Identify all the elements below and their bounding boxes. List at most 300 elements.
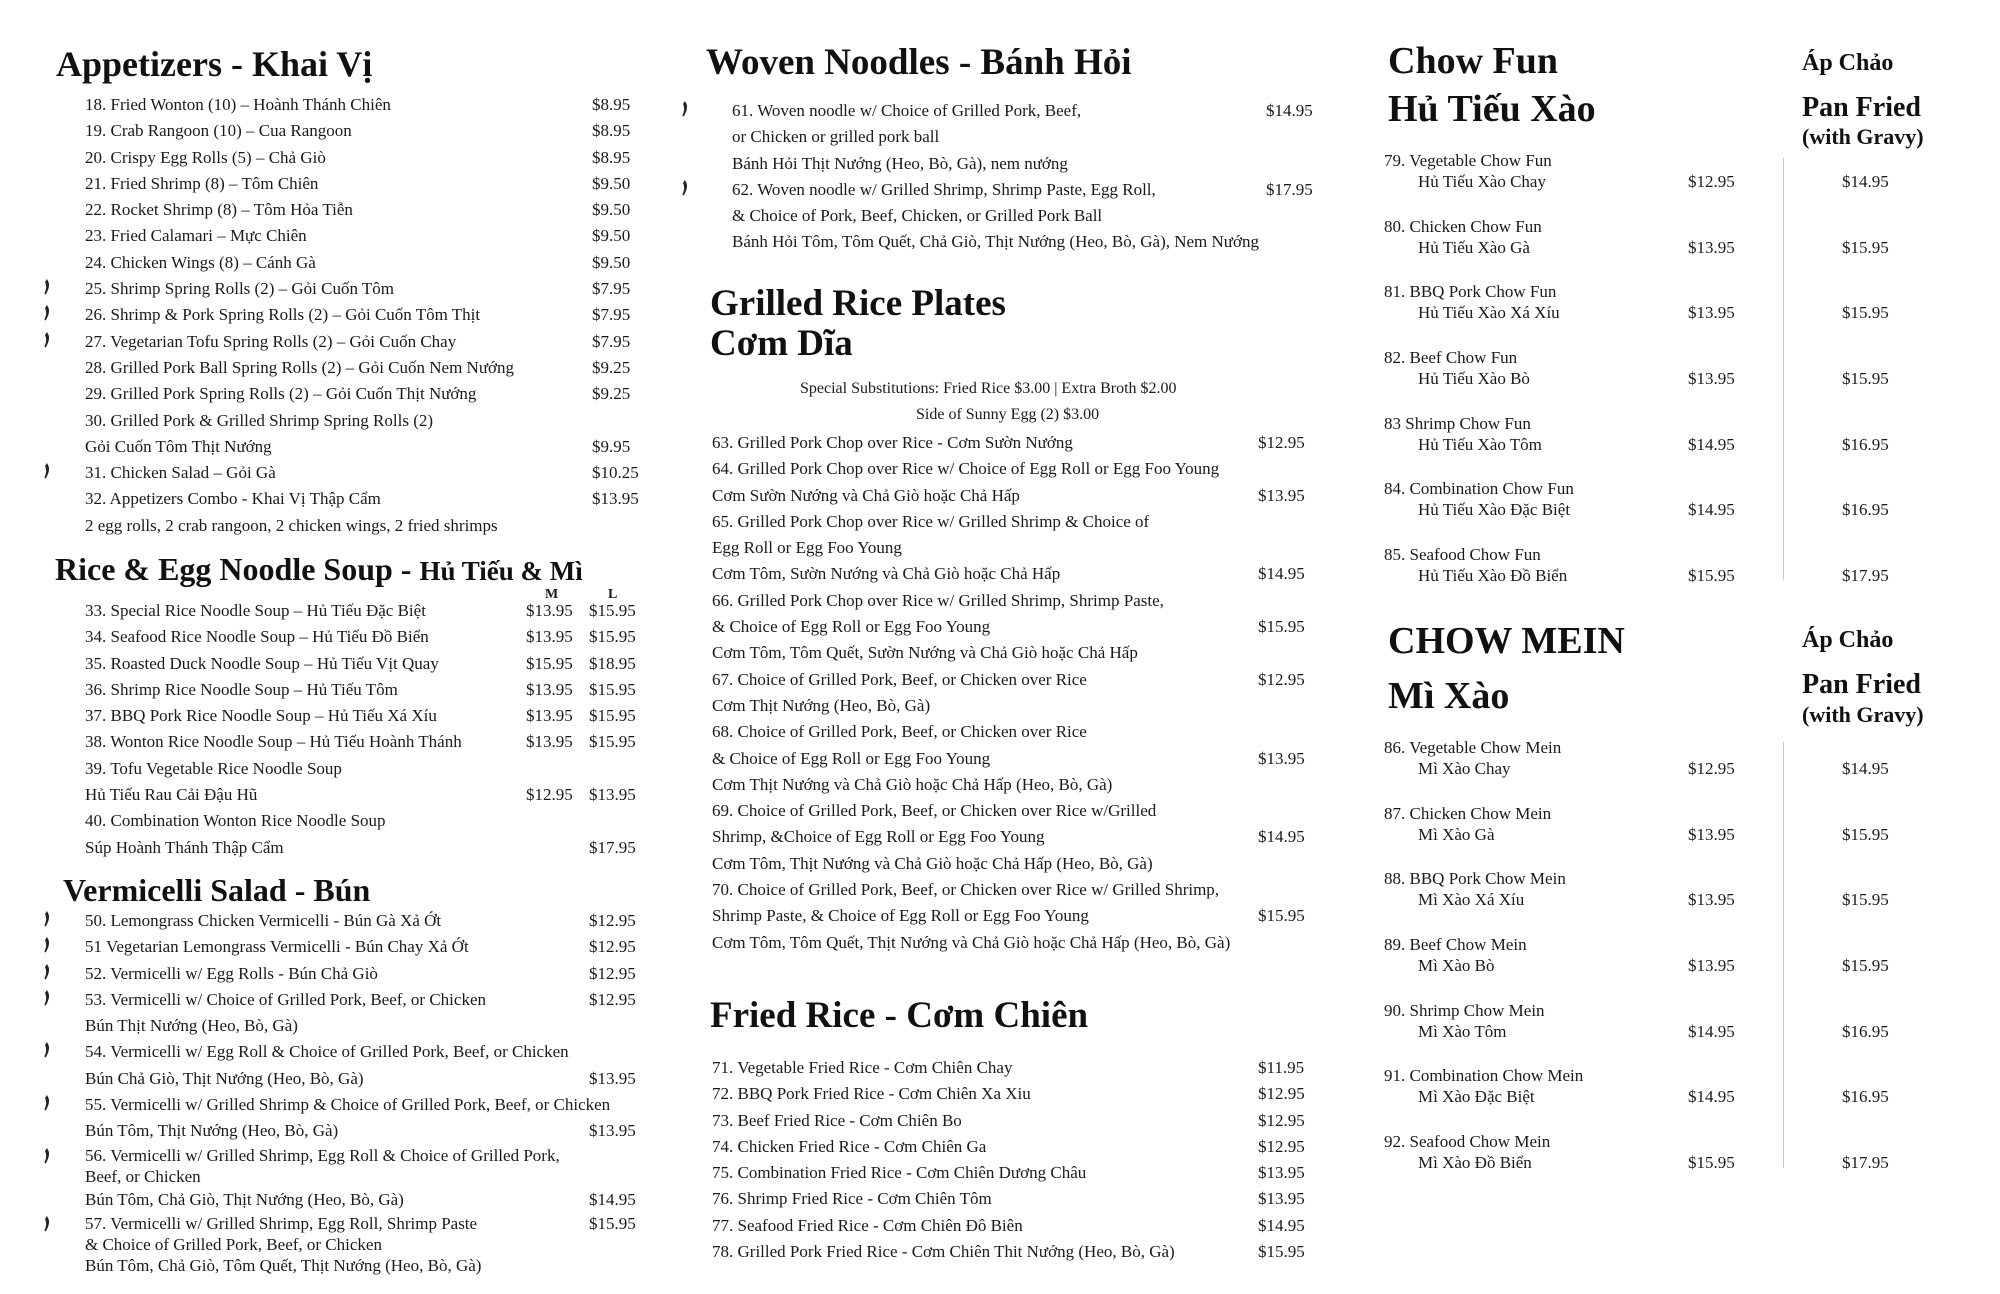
- menu-item: [52, 486, 652, 512]
- item-text: 73. Beef Fried Rice - Cơm Chiên Bo: [712, 1110, 962, 1130]
- chili-pepper-icon: [681, 180, 688, 196]
- item-price-pan-fried: $15.95: [1842, 890, 1889, 910]
- menu-item: [52, 1166, 652, 1187]
- item-price: $13.95: [1258, 748, 1305, 768]
- item-text: Bún Chả Giò, Thịt Nướng (Heo, Bò, Gà): [85, 1068, 364, 1088]
- item-price: $12.95: [1258, 433, 1305, 452]
- chow-item: [1370, 544, 2000, 610]
- chili-pepper-icon: [43, 964, 50, 980]
- item-name: 84. Combination Chow Fun: [1384, 479, 1574, 499]
- menu-item: [52, 460, 652, 486]
- item-price: $11.95: [1258, 1058, 1305, 1077]
- menu-item: [690, 1239, 1310, 1265]
- menu-item: [52, 1213, 652, 1234]
- item-text: 26. Shrimp & Pork Spring Rolls (2) – Gỏi Cuốn Tôm Thịt: [85, 305, 481, 325]
- item-text: 29. Grilled Pork Spring Rolls (2) – Gỏi Cuốn Thịt Nướng: [85, 384, 477, 404]
- chow-mein-title-line2: Mì Xào: [1388, 675, 1510, 717]
- menu-item: [690, 930, 1310, 956]
- chow-mein-col-label-vi: Áp Chảo: [1802, 627, 1894, 653]
- item-text: 56. Vermicelli w/ Grilled Shrimp, Egg Roll & Choice of Grilled Pork,: [85, 1145, 560, 1165]
- chow-item: [1370, 478, 2000, 544]
- chow-fun-col-label-vi: Áp Chảo: [1802, 50, 1894, 76]
- item-price-medium: $15.95: [526, 653, 573, 673]
- menu-item: [52, 961, 652, 987]
- chili-pepper-icon: [43, 1216, 50, 1232]
- item-name-vi: Mì Xào Đồ Biển: [1418, 1153, 1532, 1173]
- item-name-vi: Hủ Tiếu Xào Xá Xíu: [1418, 303, 1560, 323]
- item-price-pan-fried: $17.95: [1842, 1153, 1889, 1173]
- item-price: $9.50: [592, 173, 631, 193]
- item-text: 23. Fried Calamari – Mực Chiên: [85, 226, 307, 246]
- item-name-vi: Mì Xào Đặc Biệt: [1418, 1087, 1535, 1107]
- menu-item: [690, 1186, 1310, 1212]
- menu-item: [52, 197, 652, 223]
- item-price: $12.95: [1258, 1136, 1305, 1156]
- item-name: 83 Shrimp Chow Fun: [1384, 413, 1531, 433]
- menu-item: [52, 934, 652, 960]
- menu-item: [52, 624, 652, 650]
- item-text: 53. Vermicelli w/ Choice of Grilled Pork, Beef, or Chicken: [85, 989, 486, 1009]
- item-text: 22. Rocket Shrimp (8) – Tôm Hỏa Tiễn: [85, 200, 353, 220]
- chow-fun-col-label-sub: (with Gravy): [1802, 124, 1924, 149]
- item-text: Gỏi Cuốn Tôm Thịt Nướng: [85, 436, 272, 456]
- item-text: Cơm Thịt Nướng (Heo, Bò, Gà): [712, 695, 931, 715]
- item-price: $12.95: [1688, 172, 1735, 191]
- menu-item: [52, 355, 652, 381]
- menu-item: [52, 1039, 652, 1065]
- item-name: 89. Beef Chow Mein: [1384, 935, 1527, 955]
- item-name-vi: Mì Xào Bò: [1418, 956, 1495, 976]
- chow-item: [1370, 150, 2000, 216]
- item-price-pan-fried: $16.95: [1842, 1021, 1889, 1041]
- item-price-pan-fried: $15.95: [1842, 956, 1889, 976]
- item-name: 81. BBQ Pork Chow Fun: [1384, 282, 1557, 302]
- menu-item: [52, 703, 652, 729]
- vermicelli-list: [52, 908, 652, 1276]
- menu-item: [690, 1134, 1310, 1160]
- item-price: $9.50: [592, 252, 631, 272]
- item-text: 51 Vegetarian Lemongrass Vermicelli - Bún Chay Xả Ớt: [85, 937, 469, 957]
- item-text: 70. Choice of Grilled Pork, Beef, or Chicken over Rice w/ Grilled Shrimp,: [712, 880, 1220, 900]
- item-text: & Choice of Grilled Pork, Beef, or Chicken: [85, 1234, 382, 1254]
- item-text: 68. Choice of Grilled Pork, Beef, or Chicken over Rice: [712, 722, 1087, 742]
- item-text: 74. Chicken Fried Rice - Cơm Chiên Ga: [712, 1136, 987, 1156]
- item-text: 25. Shrimp Spring Rolls (2) – Gỏi Cuốn Tôm: [85, 279, 395, 299]
- menu-item: [690, 614, 1310, 640]
- menu-item: [52, 250, 652, 276]
- plates-list: [690, 430, 1310, 956]
- item-name-vi: Hủ Tiếu Xào Chay: [1418, 172, 1546, 191]
- menu-item: [690, 1081, 1310, 1107]
- item-text: 28. Grilled Pork Ball Spring Rolls (2) – Gỏi Cuốn Nem Nướng: [85, 357, 515, 377]
- item-price: $13.95: [592, 489, 639, 509]
- item-price-large: $15.95: [589, 732, 636, 752]
- item-text: 35. Roasted Duck Noodle Soup – Hủ Tiếu Vịt Quay: [85, 653, 439, 673]
- item-text: 37. BBQ Pork Rice Noodle Soup – Hủ Tiếu Xá Xíu: [85, 706, 437, 726]
- chow-item: [1370, 1000, 2000, 1066]
- item-price: $10.25: [592, 463, 639, 483]
- menu-item: [52, 145, 652, 171]
- appetizers-title: Appetizers - Khai Vị: [56, 44, 373, 84]
- item-text: & Choice of Pork, Beef, Chicken, or Grilled Pork Ball: [732, 206, 1103, 226]
- item-price-medium: $12.95: [526, 785, 573, 805]
- item-price: $13.95: [1688, 956, 1735, 976]
- item-price: $7.95: [592, 305, 631, 325]
- item-price: $8.95: [592, 147, 631, 167]
- chow-mein-col-label-en: Pan Fried: [1802, 669, 1921, 700]
- item-price: $13.95: [589, 1121, 636, 1141]
- chow-mein-col-label-sub: (with Gravy): [1802, 702, 1924, 727]
- item-text: Bún Tôm, Chả Giò, Thịt Nướng (Heo, Bò, Gà): [85, 1189, 404, 1209]
- item-price: $13.95: [589, 1068, 636, 1088]
- chow-item: [1370, 347, 2000, 413]
- vermicelli-title: Vermicelli Salad - Bún: [63, 872, 371, 908]
- item-text: 21. Fried Shrimp (8) – Tôm Chiên: [85, 173, 319, 193]
- chow-item: [1370, 413, 2000, 479]
- item-text: Hủ Tiếu Rau Cải Đậu Hũ: [85, 785, 258, 805]
- chow-item: [1370, 1131, 2000, 1197]
- item-text: 78. Grilled Pork Fried Rice - Cơm Chiên Thit Nướng (Heo, Bò, Gà): [712, 1242, 1175, 1262]
- chili-pepper-icon: [43, 911, 50, 927]
- item-price: $12.95: [589, 937, 636, 957]
- item-price: $9.95: [592, 436, 631, 456]
- menu-item: [690, 177, 1313, 203]
- menu-item: [690, 1160, 1310, 1186]
- item-price: $13.95: [1688, 303, 1735, 323]
- item-price: $14.95: [1258, 827, 1305, 847]
- item-price-pan-fried: $16.95: [1842, 500, 1889, 520]
- soup-title-vi: Hủ Tiếu & Mì: [419, 556, 583, 586]
- item-price: $15.95: [1258, 1242, 1305, 1262]
- fried-rice-list: [690, 1055, 1310, 1265]
- chili-pepper-icon: [43, 1148, 50, 1164]
- menu-item: [52, 92, 652, 118]
- item-name-vi: Hủ Tiếu Xào Đặc Biệt: [1418, 500, 1571, 520]
- item-price-large: $15.95: [589, 601, 636, 620]
- item-text: 27. Vegetarian Tofu Spring Rolls (2) – Gỏi Cuốn Chay: [85, 331, 457, 351]
- menu-item: [52, 1066, 652, 1092]
- chili-pepper-icon: [43, 1042, 50, 1058]
- item-text: Cơm Sườn Nướng và Chả Giò hoặc Chả Hấp: [712, 485, 1020, 505]
- item-text: Cơm Tôm, Tôm Quết, Thịt Nướng và Chả Giò hoặc Chả Hấp (Heo, Bò, Gà): [712, 932, 1231, 952]
- item-price: $13.95: [1688, 237, 1735, 257]
- item-name: 80. Chicken Chow Fun: [1384, 216, 1542, 236]
- chow-item: [1370, 868, 2000, 934]
- item-price: $12.95: [589, 963, 636, 983]
- item-text: 66. Grilled Pork Chop over Rice w/ Grilled Shrimp, Shrimp Paste,: [712, 590, 1164, 610]
- item-text: 72. BBQ Pork Fried Rice - Cơm Chiên Xa Xiu: [712, 1084, 1031, 1104]
- item-text: Cơm Tôm, Tôm Quết, Sườn Nướng và Chả Giò hoặc Chả Hấp: [712, 643, 1138, 663]
- menu-item: [52, 434, 652, 460]
- item-price: $12.95: [1258, 1084, 1305, 1104]
- appetizers-list: [52, 92, 652, 539]
- menu-item: [690, 151, 1310, 177]
- item-text: 61. Woven noodle w/ Choice of Grilled Pork, Beef,: [732, 101, 1082, 120]
- item-text: or Chicken or grilled pork ball: [732, 127, 940, 147]
- item-text: Súp Hoành Thánh Thập Cẩm: [85, 837, 284, 857]
- item-price: $12.95: [1688, 759, 1735, 778]
- item-price-large: $15.95: [589, 679, 636, 699]
- item-text: 24. Chicken Wings (8) – Cánh Gà: [85, 252, 316, 272]
- menu-item: [690, 561, 1310, 587]
- item-text: Bún Thịt Nướng (Heo, Bò, Gà): [85, 1016, 298, 1036]
- menu-item: [690, 877, 1310, 903]
- item-price: $13.95: [1688, 824, 1735, 844]
- chow-item: [1370, 803, 2000, 869]
- menu-item: [690, 509, 1310, 535]
- item-price: $12.95: [1258, 1110, 1305, 1130]
- menu-item: [52, 729, 652, 755]
- menu-item: [52, 302, 652, 328]
- menu-item: [52, 987, 652, 1013]
- item-price: $13.95: [1258, 1189, 1305, 1209]
- menu-item: [52, 1092, 652, 1118]
- menu-item: [690, 719, 1310, 745]
- item-name: 85. Seafood Chow Fun: [1384, 545, 1541, 565]
- item-name-vi: Mì Xào Chay: [1418, 759, 1511, 778]
- item-text: 57. Vermicelli w/ Grilled Shrimp, Egg Roll, Shrimp Paste: [85, 1213, 478, 1233]
- menu-item: [690, 203, 1310, 229]
- item-price: $14.95: [1688, 1087, 1735, 1107]
- item-name-vi: Hủ Tiếu Xào Tôm: [1418, 434, 1542, 454]
- item-price: $13.95: [1258, 485, 1305, 505]
- menu-item: [52, 1187, 652, 1213]
- item-name-vi: Mì Xào Gà: [1418, 824, 1495, 844]
- item-text: 2 egg rolls, 2 crab rangoon, 2 chicken wings, 2 fried shrimps: [85, 515, 498, 535]
- item-text: 36. Shrimp Rice Noodle Soup – Hủ Tiếu Tôm: [85, 679, 398, 699]
- item-price-pan-fried: $16.95: [1842, 434, 1889, 454]
- chili-pepper-icon: [43, 1095, 50, 1111]
- item-price-large: $17.95: [589, 837, 636, 857]
- item-price: $9.25: [592, 384, 631, 404]
- menu-item: [52, 651, 652, 677]
- item-text: Bún Tôm, Chả Giò, Tôm Quết, Thịt Nướng (Heo, Bò, Gà): [85, 1255, 482, 1275]
- menu-item: [52, 408, 652, 434]
- item-name: 82. Beef Chow Fun: [1384, 348, 1518, 368]
- menu-item: [690, 483, 1310, 509]
- menu-item: [52, 835, 652, 861]
- chow-fun-title-line2: Hủ Tiếu Xào: [1388, 88, 1596, 130]
- item-text: Beef, or Chicken: [85, 1166, 201, 1186]
- item-text: Bánh Hỏi Thịt Nướng (Heo, Bò, Gà), nem nướng: [732, 153, 1068, 173]
- item-text: 69. Choice of Grilled Pork, Beef, or Chicken over Rice w/Grilled: [712, 801, 1157, 821]
- menu-item: [690, 588, 1310, 614]
- menu-item: [52, 118, 652, 144]
- menu-item: [690, 667, 1310, 693]
- item-price-pan-fried: $15.95: [1842, 303, 1889, 323]
- chow-item: [1370, 216, 2000, 282]
- menu-item: [690, 746, 1310, 772]
- item-text: 40. Combination Wonton Rice Noodle Soup: [85, 811, 386, 831]
- menu-item: [52, 1255, 652, 1276]
- item-name: 92. Seafood Chow Mein: [1384, 1132, 1551, 1152]
- menu-item: [52, 329, 652, 355]
- item-name-vi: Hủ Tiếu Xào Bò: [1418, 369, 1530, 389]
- item-price: $15.95: [589, 1213, 636, 1233]
- menu-item: [690, 430, 1310, 456]
- item-name-vi: Mì Xào Tôm: [1418, 1021, 1507, 1041]
- item-price-pan-fried: $17.95: [1842, 566, 1889, 586]
- item-price: $8.95: [592, 121, 631, 141]
- soup-title: [55, 553, 583, 585]
- menu-item: [690, 124, 1310, 150]
- item-text: 55. Vermicelli w/ Grilled Shrimp & Choice of Grilled Pork, Beef, or Chicken: [85, 1095, 611, 1115]
- item-price: $9.25: [592, 357, 631, 377]
- size-m-label: M: [545, 587, 559, 602]
- menu-item: [690, 851, 1310, 877]
- menu-item: [52, 171, 652, 197]
- item-price-medium: $13.95: [526, 706, 573, 726]
- item-price: $8.95: [592, 95, 631, 114]
- chili-pepper-icon: [43, 279, 50, 295]
- item-price-pan-fried: $15.95: [1842, 824, 1889, 844]
- item-price: $13.95: [1688, 369, 1735, 389]
- item-name: 90. Shrimp Chow Mein: [1384, 1000, 1545, 1020]
- menu-item: [690, 640, 1310, 666]
- item-text: 71. Vegetable Fried Rice - Cơm Chiên Chay: [712, 1058, 1013, 1077]
- item-price: $12.95: [589, 911, 636, 930]
- item-price: $14.95: [1688, 1021, 1735, 1041]
- item-price: $14.95: [1266, 101, 1313, 120]
- item-name-vi: Mì Xào Xá Xíu: [1418, 890, 1525, 910]
- chili-pepper-icon: [43, 305, 50, 321]
- plates-title-line1: Grilled Rice Plates: [710, 283, 1006, 324]
- menu-item: [690, 1055, 1310, 1081]
- chili-pepper-icon: [681, 101, 688, 117]
- item-text: 33. Special Rice Noodle Soup – Hủ Tiếu Đặc Biệt: [85, 601, 426, 620]
- item-text: 31. Chicken Salad – Gỏi Gà: [85, 463, 276, 483]
- item-price-pan-fried: $14.95: [1842, 172, 1889, 191]
- menu-item: [52, 1145, 652, 1166]
- item-price-medium: $13.95: [526, 732, 573, 752]
- item-text: 76. Shrimp Fried Rice - Cơm Chiên Tôm: [712, 1189, 992, 1209]
- menu-item: [52, 808, 652, 834]
- item-text: & Choice of Egg Roll or Egg Foo Young: [712, 617, 991, 637]
- menu-item: [690, 903, 1310, 929]
- item-name: 86. Vegetable Chow Mein: [1384, 738, 1562, 757]
- item-text: 38. Wonton Rice Noodle Soup – Hủ Tiếu Hoành Thánh: [85, 732, 462, 752]
- item-text: & Choice of Egg Roll or Egg Foo Young: [712, 748, 991, 768]
- chili-pepper-icon: [43, 463, 50, 479]
- soup-title-en: Rice & Egg Noodle Soup -: [55, 551, 420, 587]
- chili-pepper-icon: [43, 937, 50, 953]
- woven-title: Woven Noodles - Bánh Hỏi: [706, 42, 1132, 83]
- menu-item: [52, 598, 652, 624]
- plates-note-egg: Side of Sunny Egg (2) $3.00: [916, 406, 1100, 423]
- item-price-pan-fried: $15.95: [1842, 369, 1889, 389]
- item-text: 39. Tofu Vegetable Rice Noodle Soup: [85, 758, 342, 778]
- chow-fun-col-label-en: Pan Fried: [1802, 92, 1921, 123]
- item-text: Cơm Tôm, Sườn Nướng và Chả Giò hoặc Chả Hấp: [712, 564, 1061, 584]
- menu-item: [52, 223, 652, 249]
- item-text: 75. Combination Fried Rice - Cơm Chiên Dương Châu: [712, 1163, 1087, 1183]
- item-text: 18. Fried Wonton (10) – Hoành Thánh Chiên: [85, 95, 391, 114]
- fried-rice-title: Fried Rice - Cơm Chiên: [710, 995, 1089, 1036]
- item-price: $9.50: [592, 200, 631, 220]
- menu-item: [690, 98, 1313, 124]
- item-name: 87. Chicken Chow Mein: [1384, 803, 1552, 823]
- soup-list: [52, 598, 652, 861]
- menu-item: [690, 229, 1310, 255]
- item-text: Shrimp Paste, & Choice of Egg Roll or Egg Foo Young: [712, 906, 1089, 926]
- chili-pepper-icon: [43, 990, 50, 1006]
- menu-item: [52, 756, 652, 782]
- menu-item: [52, 677, 652, 703]
- item-price-medium: $13.95: [526, 627, 573, 647]
- item-text: 64. Grilled Pork Chop over Rice w/ Choice of Egg Roll or Egg Foo Young: [712, 459, 1220, 479]
- chili-pepper-icon: [43, 332, 50, 348]
- item-price: $15.95: [1258, 906, 1305, 926]
- menu-item: [52, 908, 652, 934]
- item-name-vi: Hủ Tiếu Xào Gà: [1418, 237, 1530, 257]
- menu-item: [690, 535, 1310, 561]
- menu-item: [690, 693, 1310, 719]
- item-price-large: $15.95: [589, 627, 636, 647]
- item-text: Egg Roll or Egg Foo Young: [712, 538, 902, 558]
- item-price-medium: $13.95: [526, 601, 573, 620]
- item-price-pan-fried: $14.95: [1842, 759, 1889, 778]
- item-price: $15.95: [1688, 1153, 1735, 1173]
- menu-item: [52, 276, 652, 302]
- menu-item: [690, 456, 1310, 482]
- item-price: $7.95: [592, 279, 631, 299]
- item-price: $14.95: [589, 1189, 636, 1209]
- menu-item: [690, 824, 1310, 850]
- item-price: $9.50: [592, 226, 631, 246]
- menu-item: [52, 782, 652, 808]
- chow-mein-title-line1: CHOW MEIN: [1388, 620, 1625, 662]
- item-text: 54. Vermicelli w/ Egg Roll & Choice of Grilled Pork, Beef, or Chicken: [85, 1042, 569, 1062]
- item-price: $17.95: [1266, 179, 1313, 199]
- item-text: 50. Lemongrass Chicken Vermicelli - Bún Gà Xả Ớt: [85, 911, 442, 930]
- chow-fun-title-line1: Chow Fun: [1388, 40, 1558, 82]
- chow-fun-list: [1370, 150, 2000, 610]
- item-price: $14.95: [1688, 500, 1735, 520]
- item-price: $7.95: [592, 331, 631, 351]
- item-text: Bánh Hỏi Tôm, Tôm Quết, Chả Giò, Thịt Nướng (Heo, Bò, Gà), Nem Nướng: [732, 232, 1259, 252]
- item-price: $14.95: [1258, 564, 1305, 584]
- item-text: Shrimp, &Choice of Egg Roll or Egg Foo Young: [712, 827, 1045, 847]
- item-price: $13.95: [1258, 1163, 1305, 1183]
- menu-item: [52, 1118, 652, 1144]
- item-text: 20. Crispy Egg Rolls (5) – Chả Giò: [85, 147, 326, 167]
- item-price: $12.95: [1258, 669, 1305, 689]
- menu-item: [690, 1108, 1310, 1134]
- item-text: 63. Grilled Pork Chop over Rice - Cơm Sườn Nướng: [712, 433, 1073, 452]
- plates-title-line2: Cơm Dĩa: [710, 323, 853, 364]
- item-price-large: $18.95: [589, 653, 636, 673]
- menu-item: [52, 1013, 652, 1039]
- item-price: $14.95: [1688, 434, 1735, 454]
- plates-note-substitutions: Special Substitutions: Fried Rice $3.00 | Extra Broth $2.00: [800, 380, 1177, 397]
- chow-item: [1370, 934, 2000, 1000]
- item-price: $15.95: [1258, 617, 1305, 637]
- item-price-large: $15.95: [589, 706, 636, 726]
- chow-mein-list: [1370, 737, 2000, 1197]
- item-name-vi: Hủ Tiếu Xào Đồ Biển: [1418, 566, 1568, 586]
- chow-item: [1370, 737, 2000, 803]
- item-text: 65. Grilled Pork Chop over Rice w/ Grilled Shrimp & Choice of: [712, 511, 1150, 531]
- item-name: 79. Vegetable Chow Fun: [1384, 151, 1552, 170]
- menu-item: [52, 381, 652, 407]
- item-text: Bún Tôm, Thịt Nướng (Heo, Bò, Gà): [85, 1121, 339, 1141]
- menu-item: [52, 1234, 652, 1255]
- menu-item: [690, 1213, 1310, 1239]
- item-price-medium: $13.95: [526, 679, 573, 699]
- item-price-pan-fried: $15.95: [1842, 237, 1889, 257]
- item-text: 19. Crab Rangoon (10) – Cua Rangoon: [85, 121, 352, 141]
- item-price: $14.95: [1258, 1215, 1305, 1235]
